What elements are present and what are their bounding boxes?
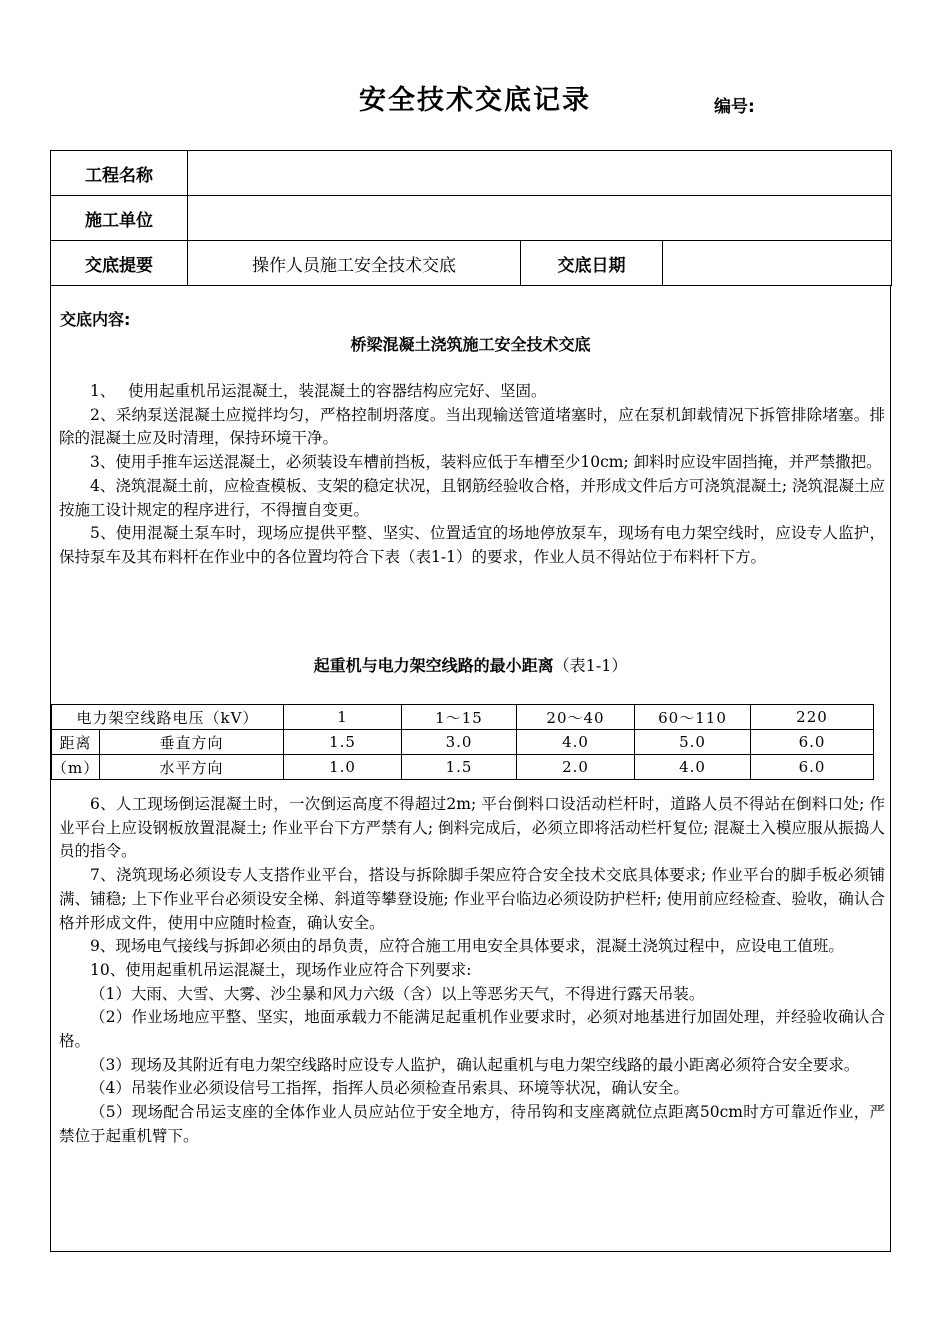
content-item: （2）作业场地应平整、坚实，地面承载力不能满足起重机作业要求时，必须对地基进行加固处理，并经验收确认合格。: [59, 1008, 885, 1051]
content-item: （3）现场及其附近有电力架空线路时应设专人监护，确认起重机与电力架空线路的最小距离必须符合安全要求。: [90, 1055, 860, 1074]
horizontal-cell: 4.0: [635, 755, 751, 780]
horizontal-cell: 1.0: [284, 755, 402, 780]
summary-label: 交底提要: [51, 241, 188, 286]
horizontal-cell: 6.0: [751, 755, 874, 780]
horizontal-label: 水平方向: [100, 755, 284, 780]
distance-table-title-text: 起重机与电力架空线路的最小距离: [313, 656, 554, 675]
content-item: 10、使用起重机吊运混凝土，现场作业应符合下列要求:: [90, 960, 472, 979]
project-name-row: [51, 151, 892, 196]
summary-row: [51, 241, 892, 286]
distance-table-title-suffix: （表1-1）: [553, 656, 628, 675]
vertical-cell: 3.0: [402, 730, 517, 755]
content-section: [50, 285, 891, 1252]
vertical-label: 垂直方向: [100, 730, 284, 755]
content-item: （5）现场配合吊运支座的全体作业人员应站位于安全地方，待吊钩和支座离就位点距离50cm时方可靠近作业，严禁位于起重机臂下。: [59, 1103, 885, 1145]
content-item: 2、采纳泵送混凝土应搅拌均匀，严格控制坍落度。当出现输送管道堵塞时，应在泵机卸载情况下拆管排除堵塞。排除的混凝土应及时清理，保持环境干净。: [59, 405, 885, 448]
voltage-cell: 20～40: [517, 705, 635, 730]
distance-table-title: [51, 653, 890, 676]
content-item: 5、使用混凝土泵车时，现场应提供平整、坚实、位置适宜的场地停放泵车，现场有电力架空线时，应设专人监护，保持泵车及其布料杆在作业中的各位置均符合下表（表1-1）的要求，作业人员不得站位于布料杆下方。: [59, 524, 885, 566]
vertical-cell: 6.0: [751, 730, 874, 755]
content-item: （1）大雨、大雪、大雾、沙尘暴和风力六级（含）以上等恶劣天气，不得进行露天吊装。: [90, 984, 705, 1003]
content-items-top: [59, 380, 885, 570]
content-item: 6、人工现场倒运混凝土时，一次倒运高度不得超过2m; 平台倒料口设活动栏杆时，道路人员不得站在倒料口处; 作业平台上应设钢板放置混凝土; 作业平台下方严禁有人; 倒料完成后，必须立即将活动栏杆复位; 混凝土入模应服从振捣人员的指令。: [59, 795, 885, 861]
content-item: 7、浇筑现场必须设专人支搭作业平台，搭设与拆除脚手架应符合安全技术交底具体要求; 作业平台的脚手板必须铺满、铺稳; 上下作业平台必须设安全梯、斜道等攀登设施; 作业平台临边必须设防护栏杆; 使用前应经检查、验收，确认合格并形成文件，使用中应随时检查，确认安全。: [59, 866, 885, 932]
voltage-row: [52, 705, 874, 730]
content-items-bottom: [59, 793, 885, 1149]
summary-value[interactable]: 操作人员施工安全技术交底: [188, 241, 521, 286]
construction-unit-label: 施工单位: [51, 196, 188, 241]
content-item: 3、使用手推车运送混凝土，必须装设车槽前挡板，装料应低于车槽至少10cm; 卸料时应设牢固挡掩，并严禁撒把。: [90, 453, 882, 472]
vertical-row: [52, 730, 874, 755]
content-item: （4）吊装作业必须设信号工指挥，指挥人员必须检查吊索具、环境等状况，确认安全。: [90, 1079, 689, 1098]
content-subtitle: 桥梁混凝土浇筑施工安全技术交底: [350, 335, 591, 354]
voltage-cell: 220: [751, 705, 874, 730]
vertical-cell: 4.0: [517, 730, 635, 755]
project-name-label: 工程名称: [51, 151, 188, 196]
vertical-cell: 1.5: [284, 730, 402, 755]
document-number-label: 编号:: [714, 97, 755, 117]
distance-table: [51, 704, 874, 780]
document-title: 安全技术交底记录: [359, 85, 591, 116]
content-label: 交底内容:: [60, 310, 131, 329]
header-table: [50, 150, 892, 286]
project-name-value[interactable]: [188, 151, 892, 196]
content-item: 1、 使用起重机吊运混凝土，装混凝土的容器结构应完好、坚固。: [90, 382, 547, 400]
content-item: 4、浇筑混凝土前，应检查模板、支架的稳定状况，且钢筋经验收合格，并形成文件后方可浇筑混凝土; 浇筑混凝土应按施工设计规定的程序进行，不得擅自变更。: [59, 476, 886, 519]
distance-unit-label: （m）: [52, 755, 100, 780]
horizontal-cell: 2.0: [517, 755, 635, 780]
horizontal-row: [52, 755, 874, 780]
content-item: 9、现场电气接线与拆卸必须由的昂负责，应符合施工用电安全具体要求，混凝土浇筑过程中，应设电工值班。: [90, 937, 844, 956]
construction-unit-row: [51, 196, 892, 241]
date-label: 交底日期: [521, 241, 663, 286]
voltage-cell: 1: [284, 705, 402, 730]
voltage-cell: 1～15: [402, 705, 517, 730]
date-value[interactable]: [663, 241, 892, 286]
vertical-cell: 5.0: [635, 730, 751, 755]
construction-unit-value[interactable]: [188, 196, 892, 241]
voltage-label: 电力架空线路电压（kV）: [52, 705, 284, 730]
voltage-cell: 60～110: [635, 705, 751, 730]
horizontal-cell: 1.5: [402, 755, 517, 780]
distance-label: 距离: [52, 730, 100, 755]
